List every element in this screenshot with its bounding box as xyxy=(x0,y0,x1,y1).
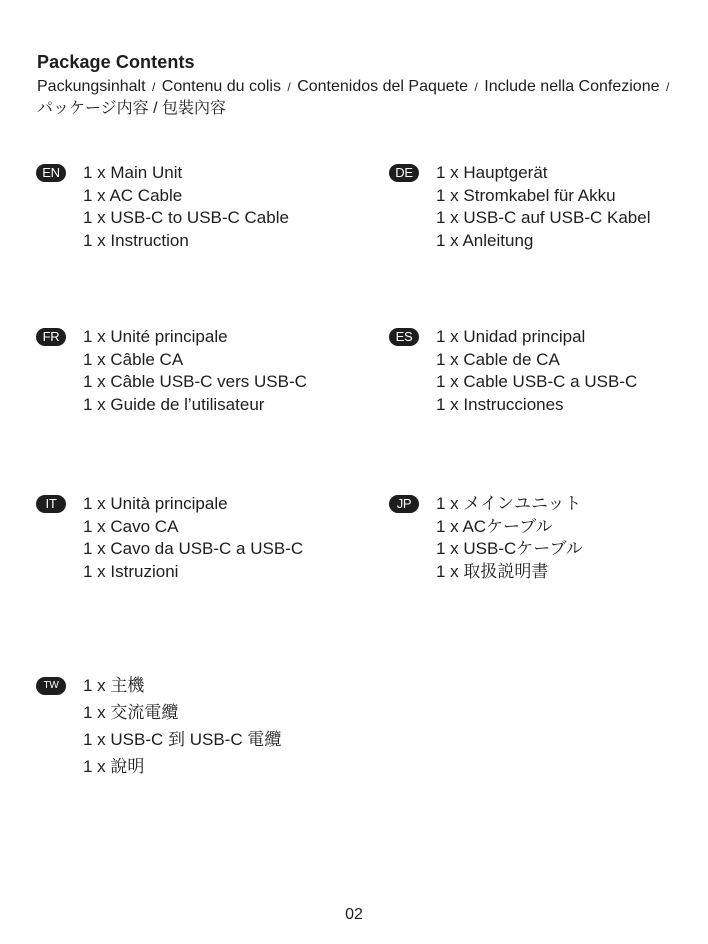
list-item: 1 x Unidad principal xyxy=(436,327,586,346)
subtitle-german: Packungsinhalt xyxy=(37,78,146,95)
list-item: 1 x Hauptgerät xyxy=(436,163,548,182)
page-subtitle xyxy=(37,76,677,120)
contents-list-tw xyxy=(83,672,281,780)
language-badge-it: IT xyxy=(36,495,66,513)
language-badge-tw: TW xyxy=(36,677,66,695)
contents-list-jp xyxy=(436,493,583,584)
subtitle-french: Contenu du colis xyxy=(161,78,281,95)
list-item: 1 x Instrucciones xyxy=(436,395,564,415)
subtitle-separator: / xyxy=(287,80,291,94)
list-item: 1 x 交流電纜 xyxy=(83,703,179,722)
list-item: 1 x 說明 xyxy=(83,757,145,776)
subtitle-italian: Include nella Confezione xyxy=(484,78,660,95)
list-item: 1 x ACケーブル xyxy=(436,516,553,536)
page-number: 02 xyxy=(345,906,363,923)
subtitle-separator: / xyxy=(474,80,478,94)
list-item: 1 x 取扱説明書 xyxy=(436,562,549,582)
subtitle-spanish: Contenidos del Paquete xyxy=(297,78,468,95)
subtitle-japanese: パッケージ内容 xyxy=(37,100,149,117)
contents-list-fr xyxy=(83,326,307,417)
list-item: 1 x Cavo CA xyxy=(83,516,179,536)
list-item: 1 x Câble USB-C vers USB-C xyxy=(83,372,307,392)
subtitle-separator: / xyxy=(151,80,156,94)
list-item: 1 x Câble CA xyxy=(83,349,184,369)
list-item: 1 x Guide de l’utilisateur xyxy=(83,395,265,415)
list-item: 1 x Anleitung xyxy=(436,231,534,251)
page-title: Package Contents xyxy=(37,52,195,72)
list-item: 1 x Unità principale xyxy=(83,494,228,513)
contents-list-en xyxy=(83,162,289,253)
list-item: 1 x Cable de CA xyxy=(436,349,560,369)
list-item: 1 x Cable USB-C a USB-C xyxy=(436,372,638,392)
language-badge-es: ES xyxy=(389,328,419,346)
list-item: 1 x メインユニット xyxy=(436,494,582,513)
list-item: 1 x Instruction xyxy=(83,231,189,251)
contents-list-es xyxy=(436,326,637,417)
list-item: 1 x USB-C 到 USB-C 電纜 xyxy=(83,730,282,749)
language-badge-jp: JP xyxy=(389,495,419,513)
subtitle-separator: / xyxy=(665,80,670,94)
list-item: 1 x USB-Cケーブル xyxy=(436,539,583,559)
list-item: 1 x Istruzioni xyxy=(83,562,179,582)
list-item: 1 x USB-C to USB-C Cable xyxy=(83,208,289,228)
language-badge-fr: FR xyxy=(36,328,66,346)
contents-list-it xyxy=(83,493,303,584)
list-item: 1 x Cavo da USB-C a USB-C xyxy=(83,539,304,559)
list-item: 1 x 主機 xyxy=(83,676,145,695)
language-badge-de: DE xyxy=(389,164,419,182)
list-item: 1 x Main Unit xyxy=(83,163,183,182)
list-item: 1 x Unité principale xyxy=(83,327,228,346)
list-item: 1 x Stromkabel für Akku xyxy=(436,185,616,205)
subtitle-chinese: 包裝內容 xyxy=(162,100,227,117)
list-item: 1 x AC Cable xyxy=(83,185,183,205)
contents-list-de xyxy=(436,162,650,253)
list-item: 1 x USB-C auf USB-C Kabel xyxy=(436,208,651,228)
language-badge-en: EN xyxy=(36,164,66,182)
subtitle-separator: / xyxy=(153,100,158,117)
